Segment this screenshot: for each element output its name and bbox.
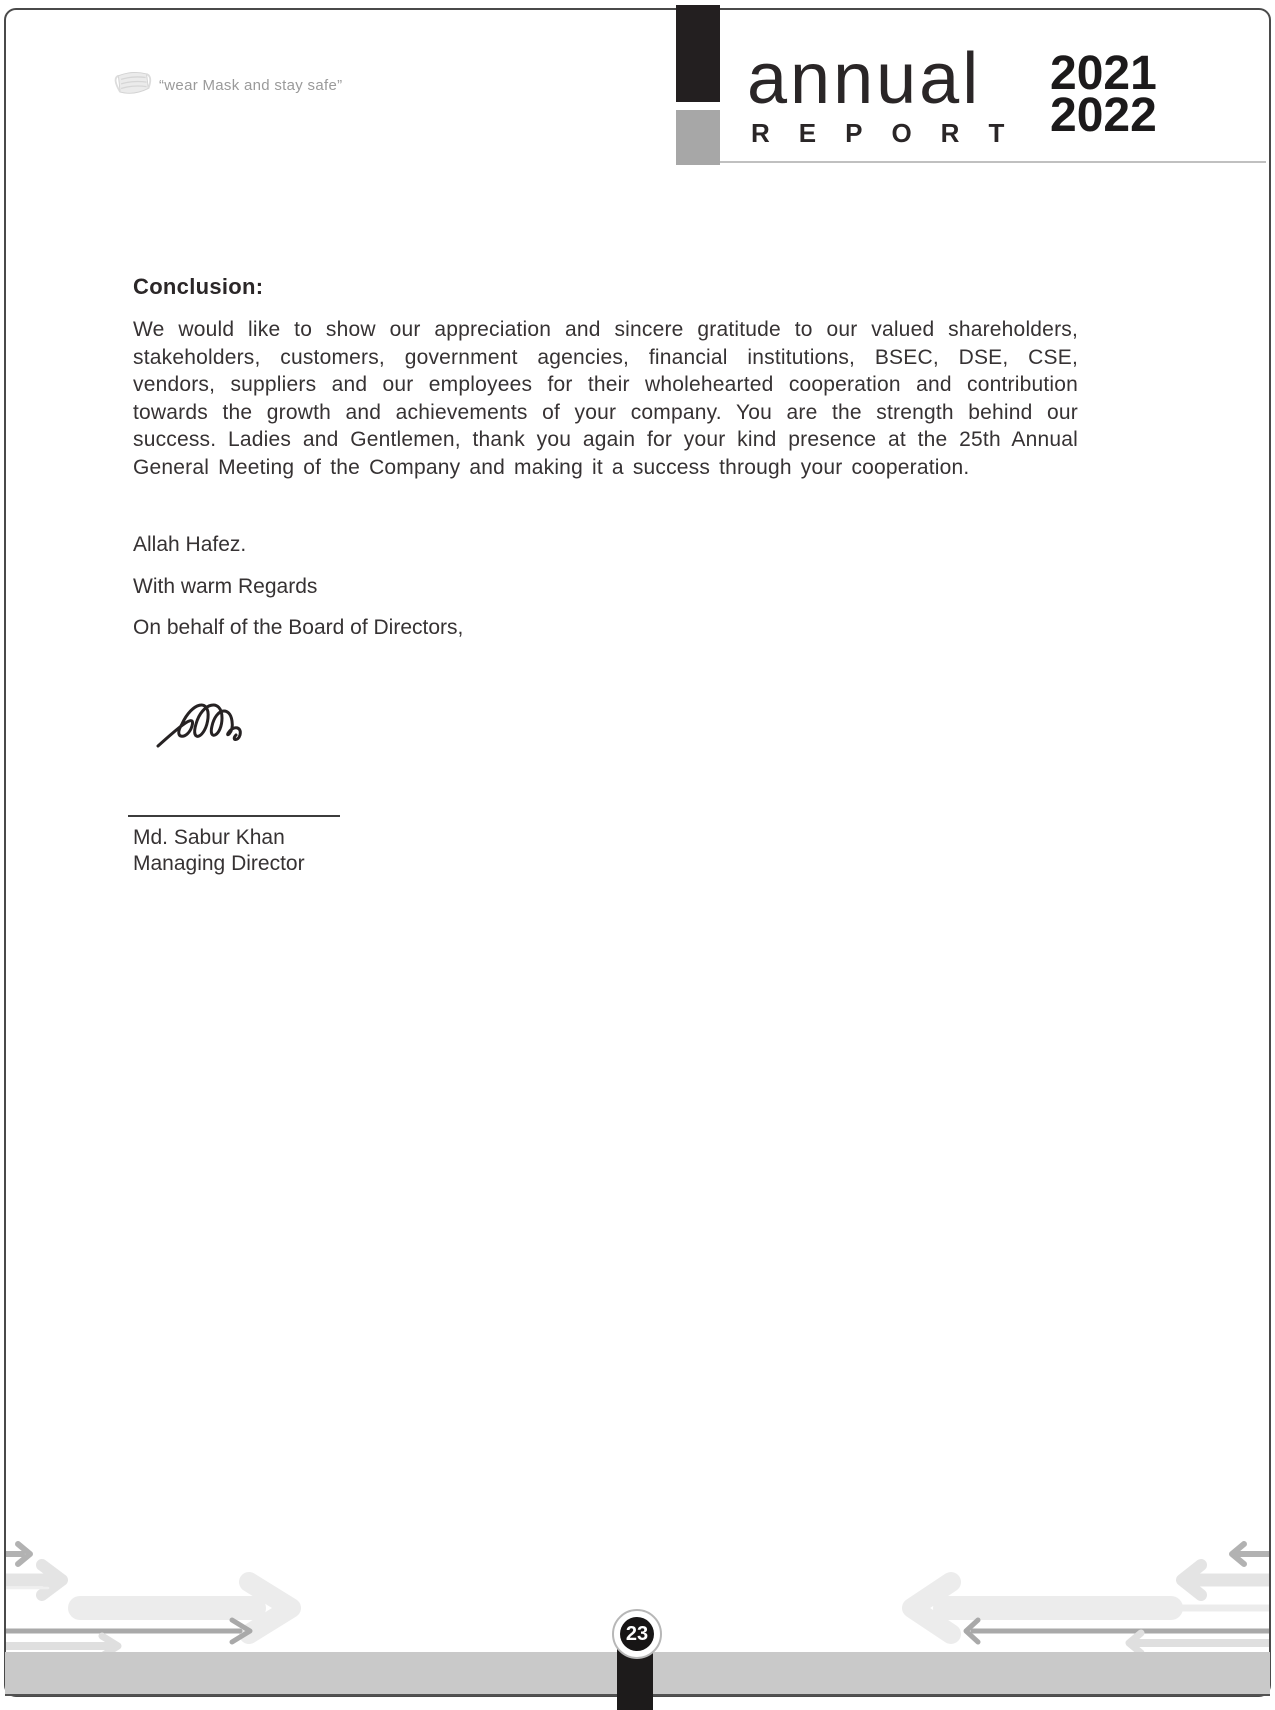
mask-note-text: “wear Mask and stay safe” [159, 77, 343, 94]
signatory-title: Managing Director [133, 852, 305, 875]
closing-line-2: With warm Regards [133, 574, 318, 598]
face-mask-icon [112, 66, 152, 105]
logo-black-block [676, 5, 720, 102]
closing-line-3: On behalf of the Board of Directors, [133, 616, 464, 639]
left-arrows-decoration [899, 1538, 1269, 1659]
page-border-frame [4, 8, 1271, 1697]
logo-word-report: REPORT [751, 118, 1034, 148]
section-heading: Conclusion: [133, 274, 264, 299]
right-arrows-decoration [6, 1538, 306, 1659]
logo-word-annual: annual [747, 39, 982, 119]
logo-gray-block [676, 110, 720, 165]
closing-lines [133, 531, 463, 656]
closing-line-1: Allah Hafez. [133, 533, 247, 556]
signatory-name: Md. Sabur Khan [133, 826, 285, 849]
logo-year-top: 2021 [1050, 47, 1157, 100]
conclusion-paragraph: We would like to show our appreciation and sincere gratitude to our valued shareholders, stakeholders, customers, government agencies, financial institutions, BSEC, DSE, CSE, vendors, suppliers and our employees for their wholehearted cooperation and contribution towards the growth and achievements of your company. You are the strength behind our success. Ladies and Gentlemen, thank you again for your kind presence at the 25th Annual General Meeting of the Company and making it a success through your cooperation. [133, 318, 1078, 479]
handwritten-signature [152, 694, 282, 759]
mask-note-group [112, 66, 342, 105]
page-number-badge [612, 1609, 662, 1659]
logo-years [1050, 47, 1157, 142]
logo-year-bottom: 2022 [1050, 89, 1157, 142]
header-rule-line [720, 161, 1266, 163]
page-number: 23 [620, 1617, 654, 1651]
